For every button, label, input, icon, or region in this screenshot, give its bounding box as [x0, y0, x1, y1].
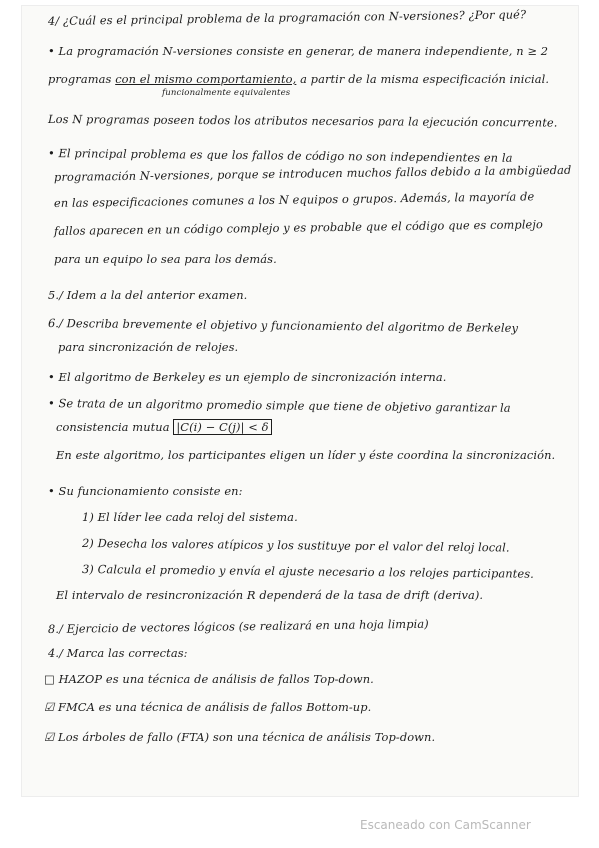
q6-step-1: 1) El líder lee cada reloj del sistema.	[82, 510, 298, 524]
q4-annotation: funcionalmente equivalentes	[162, 88, 291, 98]
question-4b-heading: 4./ Marca las correctas:	[48, 646, 188, 660]
q4-bullet1-line-a: • La programación N-versiones consiste en generar, de manera independiente, n ≥ 2	[48, 44, 549, 58]
question-4-heading: 4/ ¿Cuál es el principal problema de la programación con N-versiones? ¿Por qué?	[47, 7, 527, 28]
q6-step-3: 3) Calcula el promedio y envía el ajuste necesario a los relojes participantes.	[81, 562, 534, 581]
q6-leader-line: En este algoritmo, los participantes eligen un líder y éste coordina la sincronización.	[56, 448, 556, 462]
option-fmca: ☑ FMCA es una técnica de análisis de fallos Bottom-up.	[44, 700, 372, 714]
scanned-page	[22, 6, 578, 796]
q6-resync-interval: El intervalo de resincronización R dependerá de la tasa de drift (deriva).	[56, 588, 484, 602]
q4-bullet2-line-d: fallos aparecen en un código complejo y es probable que el código que es complejo	[53, 217, 544, 238]
question-6-heading-a: 6./ Describa brevemente el objetivo y funcionamiento del algoritmo de Berkeley	[47, 316, 519, 335]
option-hazop: □ HAZOP es una técnica de análisis de fallos Top-down.	[44, 672, 374, 686]
q6-bullet-average: • Se trata de un algoritmo promedio simple que tiene de objetivo garantizar la	[47, 396, 511, 415]
q4-bullet2-line-a: • El principal problema es que los fallos de código no son independientes en la	[47, 146, 513, 165]
q4-bullet1-line-b	[48, 72, 549, 86]
q6-consistency-line	[56, 420, 272, 434]
q4-bullet1-line-c: Los N programas poseen todos los atributos necesarios para la ejecución concurrente.	[47, 112, 558, 130]
camscanner-watermark: Escaneado con CamScanner	[360, 818, 531, 832]
q4-bullet1-b-pre: programas	[48, 72, 116, 86]
question-8: 8./ Ejercicio de vectores lógicos (se realizará en una hoja limpia)	[47, 616, 429, 636]
q6-bullet-berkeley: • El algoritmo de Berkeley es un ejemplo de sincronización interna.	[48, 370, 447, 384]
q4-bullet2-line-b: programación N-versiones, porque se introducen muchos fallos debido a la ambigüedad	[53, 162, 572, 184]
question-5: 5./ Idem a la del anterior examen.	[48, 288, 248, 302]
question-6-heading-b: para sincronización de relojes.	[58, 340, 239, 354]
q4-bullet1-b-post: a partir de la misma especificación inicial.	[296, 72, 550, 86]
q6-consistency-label: consistencia mutua	[56, 420, 174, 434]
option-fta: ☑ Los árboles de fallo (FTA) son una técnica de análisis Top-down.	[44, 730, 436, 744]
consistency-formula-box: |C(i) − C(j)| < δ	[173, 419, 271, 435]
q4-bullet2-line-e: para un equipo lo sea para los demás.	[54, 252, 277, 266]
q6-step-2: 2) Desecha los valores atípicos y los sustituye por el valor del reloj local.	[81, 536, 510, 555]
q6-operation-intro: • Su funcionamiento consiste en:	[48, 484, 243, 498]
q4-bullet2-line-c: en las especificaciones comunes a los N equipos o grupos. Además, la mayoría de	[53, 189, 535, 210]
q4-underlined-phrase: con el mismo comportamiento,	[115, 72, 297, 86]
